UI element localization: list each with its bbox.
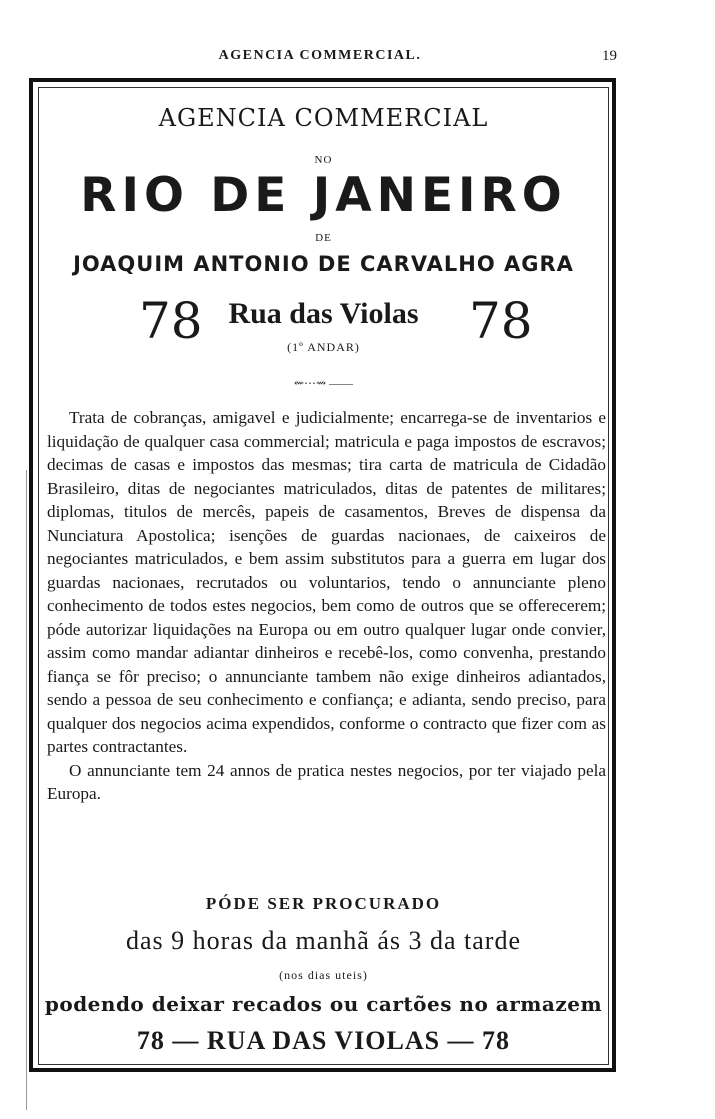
address-number-left: 78 [139,292,203,350]
address-floor: (1º ANDAR) [287,340,360,354]
advert-body [47,406,606,806]
address-number-right: 78 [469,292,533,350]
address-row [39,292,608,372]
advert-inner-frame [38,87,609,1065]
business-hours: das 9 horas da manhã ás 3 da tarde [126,926,521,955]
ornament-divider: ⇜⋯⇝ —— [293,376,354,390]
advert-owner: JOAQUIM ANTONIO DE CARVALHO AGRA [73,252,574,276]
body-paragraph: O annunciante tem 24 annos de pratica nestes negocios, por ter viajado pela Europa. [47,760,606,803]
address-street: Rua das Violas [228,297,419,330]
page-margin-rule [26,470,27,1110]
business-days: (nos dias uteis) [279,968,368,982]
advert-de: DE [315,232,332,244]
procure-heading: PÓDE SER PROCURADO [205,894,442,913]
advert-no: NO [314,154,333,166]
running-header [0,48,715,68]
advert-city: RIO DE JANEIRO [80,168,567,223]
recados-line: podendo deixar recados ou cartões no armazem [44,992,603,1016]
body-paragraph: Trata de cobranças, amigavel e judicialmente; encarrega-se de inventarios e liquidação de qualquer casa commercial; matricula e paga impostos de escravos; decimas de casas e impostos das mesmas; tira carta de matricula de Cidadão Brasileiro, ditas de negociantes matriculados, ditas de patentes de militares; diplomas, titulos de mercês, papeis de casamentos, Breves de dispensa da Nunciatura Apostolica; isenções de guardas nacionaes, de caixeiros de negociantes matriculados, e bem assim substitutos para a guerra em lugar dos guardas nacionaes, recrutados ou voluntarios, tendo o annunciante pleno conhecimento de todos estes negocios, bem como de outros que se offerecerem; póde autorizar liquidações na Europa ou em outro qualquer lugar onde convier, assim como mandar adiantar dinheiros e recebê-los, como convenha, prestando fiança se fôr preciso; o annunciante tambem não exige dinheiros adiantados, sendo a pessoa de seu conhecimento e confiança; e adianta, sendo preciso, para qualquer dos negocios acima expendidos, conforme o contracto que fizer com as partes contractantes. [47,408,606,756]
running-title: AGENCIA COMMERCIAL. [218,48,422,63]
page-number: 19 [602,48,617,64]
footer-address: 78 — RUA DAS VIOLAS — 78 [136,1026,511,1055]
advert-frame [29,78,616,1072]
advert-title: AGENCIA COMMERCIAL [158,104,489,132]
